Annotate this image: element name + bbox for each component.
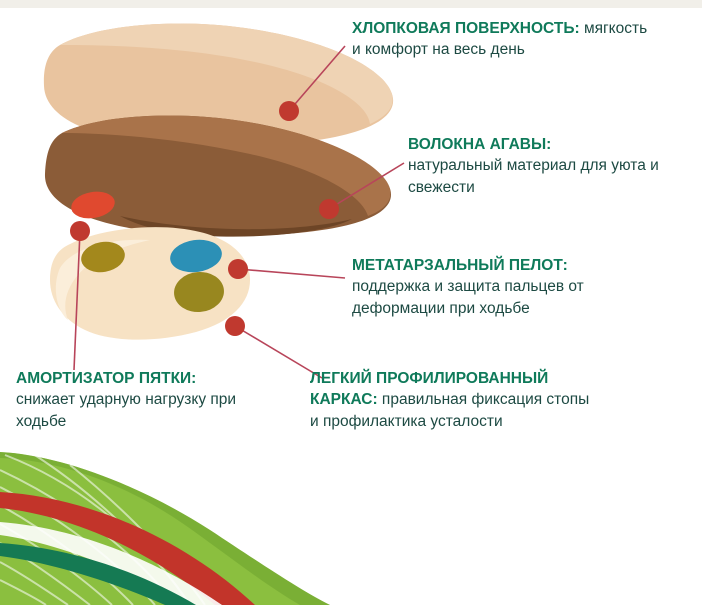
callout-cotton-surface-text: мягкость и комфорт на весь день [352,20,648,59]
marker-agave [319,199,339,219]
bottom-decoration [0,452,330,605]
callout-heel-shock-absorber-heading: АМОРТИЗАТОР ПЯТКИ: [16,370,197,387]
callout-metatarsal-pad-text: поддержка и защита пальцев от деформации при ходьбе [352,278,584,317]
marker-metatarsal [228,259,248,279]
callout-cotton-surface-heading: ХЛОПКОВАЯ ПОВЕРХНОСТЬ: [352,20,580,37]
callout-heel-shock-absorber-text: снижает ударную нагрузку при ходьбе [16,391,237,430]
callout-light-profiled-frame-text: правильная фиксация стопы и профилактика усталости [310,391,590,430]
marker-cotton [279,101,299,121]
callout-agave-fibers-heading: ВОЛОКНА АГАВЫ: [408,136,552,153]
callout-metatarsal-pad-heading: МЕТАТАРЗАЛЬНЫЙ ПЕЛОТ: [352,257,568,274]
marker-frame [225,316,245,336]
callout-metatarsal-pad [352,255,672,319]
callout-light-profiled-frame-heading: ЛЕГКИЙ ПРОФИЛИРОВАННЫЙ КАРКАС: [310,370,549,409]
callout-cotton-surface [352,18,652,61]
callout-agave-fibers-text: натуральный материал для уюта и свежести [408,157,659,196]
callout-agave-fibers [408,134,676,198]
callout-heel-shock-absorber [16,368,286,432]
marker-heel [70,221,90,241]
callout-light-profiled-frame [310,368,600,432]
